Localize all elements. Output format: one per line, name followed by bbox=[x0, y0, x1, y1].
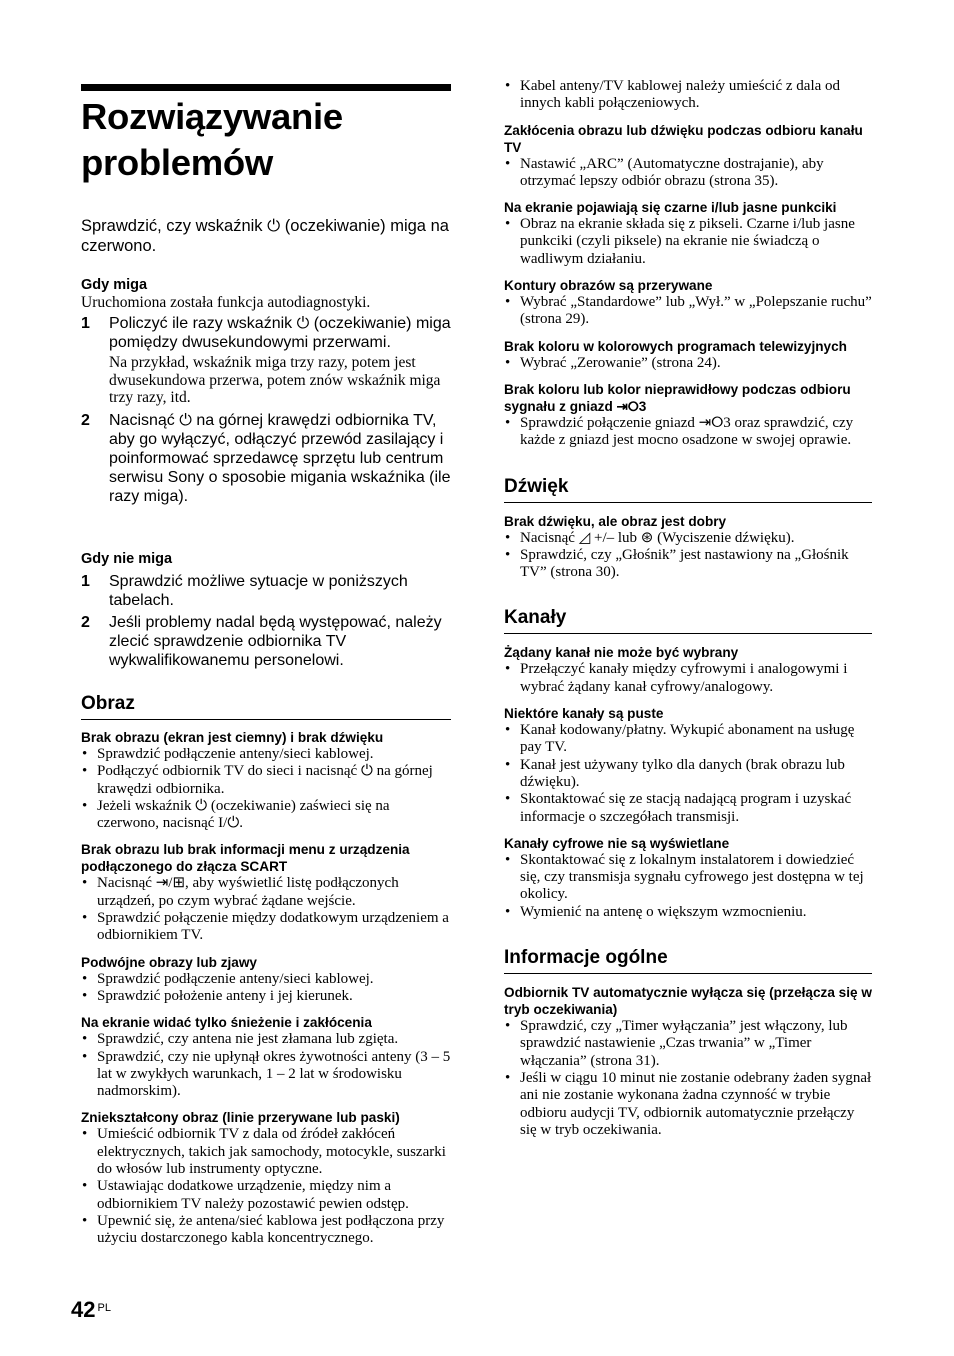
when-blinks-step-2 bbox=[81, 411, 451, 506]
problem-solutions bbox=[81, 875, 451, 944]
problem-title: Brak obrazu lub brak informacji menu z urządzenia podłączonego do złącza SCART bbox=[81, 842, 410, 875]
list-item: • Kanał kodowany/płatny. Wykupić abonament na usługę pay TV. bbox=[504, 722, 872, 757]
when-blinks-step-1 bbox=[81, 314, 451, 352]
step-number: 2 bbox=[81, 614, 90, 631]
problem-title: Zniekształcony obraz (linie przerywane lub paski) bbox=[81, 1110, 400, 1126]
problem-title: Niektóre kanały są puste bbox=[504, 706, 664, 722]
list-item: • Wybrać „Standardowe” lub „Wył.” w „Polepszanie ruchu” (strona 29). bbox=[504, 294, 872, 329]
problem-solutions bbox=[504, 294, 872, 329]
list-item: • Jeśli w ciągu 10 minut nie zostanie odebrany żaden sygnał ani nie zostanie wykonana żadna czynność w trybie odbioru audycji TV, odbiornik automatycznie przełączy się w tryb oczekiwania. bbox=[504, 1070, 872, 1139]
page-language: PL bbox=[97, 1301, 111, 1314]
step-note: Na przykład, wskaźnik miga trzy razy, potem jest dwusekundowa przerwa, potem znów wskaźnik miga trzy razy, itd. bbox=[109, 354, 441, 406]
list-item: • Przełączyć kanały między cyfrowymi i analogowymi i wybrać żądany kanał cyfrowy/analogowy. bbox=[504, 661, 872, 696]
problem-solutions bbox=[504, 1018, 872, 1139]
page-number-value: 42 bbox=[71, 1297, 96, 1322]
list-item: • Sprawdzić, czy antena nie jest złamana lub zgięta. bbox=[81, 1031, 451, 1048]
problem-solutions bbox=[504, 661, 872, 696]
title-rule bbox=[81, 84, 451, 91]
obraz-section bbox=[81, 693, 451, 1248]
when-not-blinks-section bbox=[81, 550, 451, 670]
problem-solutions bbox=[504, 530, 872, 582]
problem-title: Zakłócenia obrazu lub dźwięku podczas odbioru kanału TV bbox=[504, 122, 863, 155]
problem-solutions bbox=[504, 852, 872, 921]
list-item: • Jeżeli wskaźnik ⏻ (oczekiwanie) zaświeci się na czerwono, nacisnąć I/⏻. bbox=[81, 798, 451, 833]
lead-text: Sprawdzić, czy wskaźnik ⏻ (oczekiwanie) miga na czerwono. bbox=[81, 217, 449, 255]
list-item: • Sprawdzić położenie anteny i jej kierunek. bbox=[81, 988, 451, 1005]
problem-title: Kontury obrazów są przerywane bbox=[504, 278, 713, 294]
step-text: Sprawdzić możliwe sytuacje w poniższych tabelach. bbox=[109, 573, 408, 609]
problem-title: Brak obrazu (ekran jest ciemny) i brak dźwięku bbox=[81, 730, 384, 745]
problem-title: Brak dźwięku, ale obraz jest dobry bbox=[504, 513, 727, 529]
list-item: • Wybrać „Zerowanie” (strona 24). bbox=[504, 355, 872, 372]
list-item: • Umieścić odbiornik TV z dala od źródeł zakłóceń elektrycznych, takich jak samochody, motocykle, suszarki do włosów lub instrumenty optyczne. bbox=[81, 1126, 451, 1178]
list-item: • Skontaktować się z lokalnym instalatorem i dowiedzieć się, czy transmisja sygnału cyfrowego jest dostępna w tej okolicy. bbox=[504, 852, 872, 904]
problem-solutions bbox=[504, 156, 872, 191]
page-number bbox=[71, 1297, 111, 1323]
problem-title: Żądany kanał nie może być wybrany bbox=[504, 645, 739, 661]
list-item: • Podłączyć odbiornik TV do sieci i nacisnąć ⏻ na górnej krawędzi odbiornika. bbox=[81, 763, 451, 798]
list-item: • Obraz na ekranie składa się z pikseli. Czarne i/lub jasne punkciki (czyli piksele) na ekranie nie świadczą o wadliwym działaniu. bbox=[504, 216, 872, 268]
problem-title: Brak koloru w kolorowych programach telewizyjnych bbox=[504, 338, 847, 354]
section-heading-obraz: Obraz bbox=[81, 693, 451, 720]
problem-solutions bbox=[504, 216, 872, 268]
list-item: • Sprawdzić, czy „Głośnik” jest nastawiony na „Głośnik TV” (strona 30). bbox=[504, 547, 872, 582]
when-blinks-text: Uruchomiona została funkcja autodiagnostyki. bbox=[81, 294, 371, 311]
list-item: • Nastawić „ARC” (Automatyczne dostrajanie), aby otrzymać lepszy odbiór obrazu (strona 35). bbox=[504, 156, 872, 191]
problem-solutions bbox=[81, 971, 451, 1006]
section-heading-informacje: Informacje ogólne bbox=[504, 947, 872, 974]
problem-title: Na ekranie widać tylko śnieżenie i zakłócenia bbox=[81, 1015, 372, 1031]
list-item: • Sprawdzić połączenie między dodatkowym urządzeniem a odbiornikiem TV. bbox=[81, 910, 451, 945]
problem-title: Na ekranie pojawiają się czarne i/lub jasne punkciki bbox=[504, 200, 837, 216]
section-heading-kanaly: Kanały bbox=[504, 607, 872, 634]
step-number: 2 bbox=[81, 411, 90, 429]
problem-title: Podwójne obrazy lub zjawy bbox=[81, 954, 257, 970]
page-title: Rozwiązywanie problemów bbox=[81, 96, 343, 183]
list-item: • Sprawdzić, czy „Timer wyłączania” jest włączony, lub sprawdzić nastawienie „Czas trwania” w „Timer włączania” (strona 31). bbox=[504, 1018, 872, 1070]
list-item: • Sprawdzić podłączenie anteny/sieci kablowej. bbox=[81, 971, 451, 988]
problem-solutions bbox=[81, 1031, 451, 1100]
step-number: 1 bbox=[81, 573, 90, 590]
problem-solutions bbox=[81, 746, 451, 832]
list-item: • Sprawdzić, czy nie upłynął okres żywotności anteny (3 – 5 lat w zwykłych warunkach, 1 – 2 lat w środowisku nadmorskim). bbox=[81, 1049, 451, 1101]
section-heading-dzwiek: Dźwięk bbox=[504, 476, 872, 503]
when-not-blinks-step-1 bbox=[81, 572, 451, 610]
when-not-blinks-heading: Gdy nie miga bbox=[81, 551, 173, 567]
when-blinks-section bbox=[81, 276, 451, 506]
list-item: • Skontaktować się ze stacją nadającą program i uzyskać informacje o szczegółach transmisji. bbox=[504, 791, 872, 826]
list-item: • Nacisnąć ◿ +/– lub ⊛ (Wyciszenie dźwięku). bbox=[504, 530, 872, 547]
problem-title: Odbiornik TV automatycznie wyłącza się (przełącza się w tryb oczekiwania) bbox=[504, 985, 872, 1018]
step-text: Policzyć ile razy wskaźnik ⏻ (oczekiwanie) miga pomiędzy dwusekundowymi przerwami. bbox=[109, 315, 451, 351]
step-number: 1 bbox=[81, 315, 90, 332]
list-item: • Ustawiając dodatkowe urządzenie, między nim a odbiornikiem TV należy pozostawić pewien odstęp. bbox=[81, 1178, 451, 1213]
problem-solutions bbox=[504, 722, 872, 826]
problem-title: Kanały cyfrowe nie są wyświetlane bbox=[504, 835, 730, 851]
list-item: • Sprawdzić połączenie gniazd ⇥⭘3 oraz sprawdzić, czy każde z gniazd jest mocno osadzone w swojej oprawie. bbox=[504, 415, 872, 450]
problem-solutions bbox=[504, 78, 872, 113]
list-item: • Kanał jest używany tylko dla danych (brak obrazu lub dźwięku). bbox=[504, 757, 872, 792]
step-text: Jeśli problemy nadal będą występować, należy zlecić sprawdzenie odbiornika TV wykwalifikowanemu personelowi. bbox=[109, 614, 442, 669]
right-column bbox=[504, 78, 872, 1139]
problem-title: Brak koloru lub kolor nieprawidłowy podczas odbioru sygnału z gniazd ⇥⭘3 bbox=[504, 381, 851, 414]
problem-solutions bbox=[81, 1126, 451, 1247]
step-text: Nacisnąć ⏻ na górnej krawędzi odbiornika TV, aby go wyłączyć, odłączyć przewód zasilający i poinformować sprzedawcę sprzętu lub centrum serwisu Sony o sposobie migania wskaźnika (ile razy miga). bbox=[109, 411, 451, 505]
list-item: • Kabel anteny/TV kablowej należy umieścić z dala od innych kabli połączeniowych. bbox=[504, 78, 872, 113]
list-item: • Upewnić się, że antena/sieć kablowa jest podłączona przy użyciu dostarczonego kabla koncentrycznego. bbox=[81, 1213, 451, 1248]
when-not-blinks-step-2 bbox=[81, 613, 451, 670]
list-item: • Nacisnąć ⇥/⊞, aby wyświetlić listę podłączonych urządzeń, po czym wybrać żądane wejście. bbox=[81, 875, 451, 910]
problem-solutions bbox=[504, 355, 872, 372]
problem-solutions bbox=[504, 415, 872, 450]
list-item: • Wymienić na antenę o większym wzmocnieniu. bbox=[504, 904, 872, 921]
list-item: • Sprawdzić podłączenie anteny/sieci kablowej. bbox=[81, 746, 451, 763]
when-blinks-heading: Gdy miga bbox=[81, 277, 148, 293]
